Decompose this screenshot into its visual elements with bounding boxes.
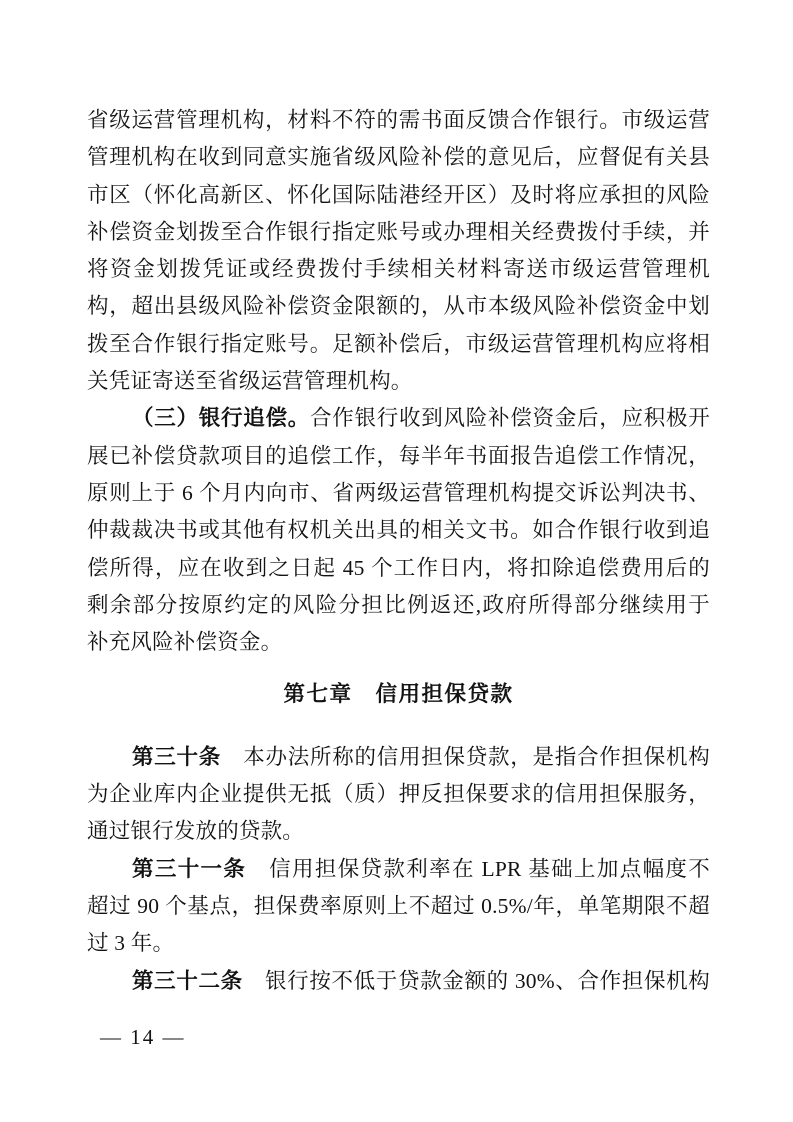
paragraph-4-article-31 — [87, 851, 710, 963]
para2-line-1-rest: 合作银行收到风险补偿资金后，应积极开 — [310, 406, 710, 431]
para5-line-1 — [87, 963, 710, 1000]
para1-line-3: 市区（怀化高新区、怀化国际陆港经开区）及时将应承担的风险 — [87, 182, 710, 207]
para2-line-3: 原则上于 6 个月内向市、省两级运营管理机构提交诉讼判决书、 — [87, 480, 710, 505]
paragraph-2-bank-recovery — [87, 400, 710, 661]
para2-line-7: 补充风险补偿资金。 — [87, 630, 283, 655]
paragraph-1 — [87, 102, 710, 400]
para2-line-5: 偿所得，应在收到之日起 45 个工作日内，将扣除追偿费用后的 — [87, 555, 710, 580]
para1-line-7: 拨至合作银行指定账号。足额补偿后，市级运营管理机构应将相 — [87, 331, 710, 356]
para2-line-6: 剩余部分按原约定的风险分担比例返还,政府所得部分继续用于 — [87, 592, 710, 617]
para1-line-5: 将资金划拨凭证或经费拨付手续相关材料寄送市级运营管理机 — [87, 257, 710, 282]
page-number: — 14 — — [100, 1025, 186, 1049]
para4-line-2: 超过 90 个基点，担保费率原则上不超过 0.5%/年，单笔期限不超 — [87, 893, 710, 918]
para3-line-1-rest: 本办法所称的信用担保贷款，是指合作担保机构 — [221, 744, 710, 769]
para1-line-6: 构，超出县级风险补偿资金限额的，从市本级风险补偿资金中划 — [87, 294, 710, 319]
paragraph-3-article-30 — [87, 739, 710, 851]
para1-line-4: 补偿资金划拨至合作银行指定账号或办理相关经费拨付手续，并 — [87, 219, 710, 244]
article-31-number-bold: 第三十一条 — [132, 856, 247, 881]
para2-line-1 — [87, 400, 710, 437]
chapter-7-heading: 第七章 信用担保贷款 — [283, 682, 514, 707]
para1-line-2: 管理机构在收到同意实施省级风险补偿的意见后，应督促有关县 — [87, 145, 710, 170]
article-30-number-bold: 第三十条 — [132, 744, 222, 769]
para2-lead-bold: （三）银行追偿。 — [132, 406, 311, 431]
para3-line-3: 通过银行发放的贷款。 — [87, 819, 305, 844]
article-32-number-bold: 第三十二条 — [132, 968, 243, 993]
para4-line-1 — [87, 851, 710, 888]
para1-line-8: 关凭证寄送至省级运营管理机构。 — [87, 369, 413, 394]
document-body — [87, 102, 710, 1000]
para3-line-1 — [87, 739, 710, 776]
para4-line-3: 过 3 年。 — [87, 931, 175, 956]
paragraph-5-article-32 — [87, 963, 710, 1000]
para4-line-1-rest: 信用担保贷款利率在 LPR 基础上加点幅度不 — [246, 856, 710, 881]
para2-line-4: 仲裁裁决书或其他有权机关出具的相关文书。如合作银行收到追 — [87, 518, 710, 543]
para5-line-1-rest: 银行按不低于贷款金额的 30%、合作担保机构 — [242, 968, 710, 993]
para1-line-1: 省级运营管理机构，材料不符的需书面反馈合作银行。市级运营 — [87, 108, 710, 132]
para3-line-2: 为企业库内企业提供无抵（质）押反担保要求的信用担保服务， — [87, 782, 710, 807]
para2-line-2: 展已补偿贷款项目的追偿工作，每半年书面报告追偿工作情况， — [87, 443, 710, 468]
